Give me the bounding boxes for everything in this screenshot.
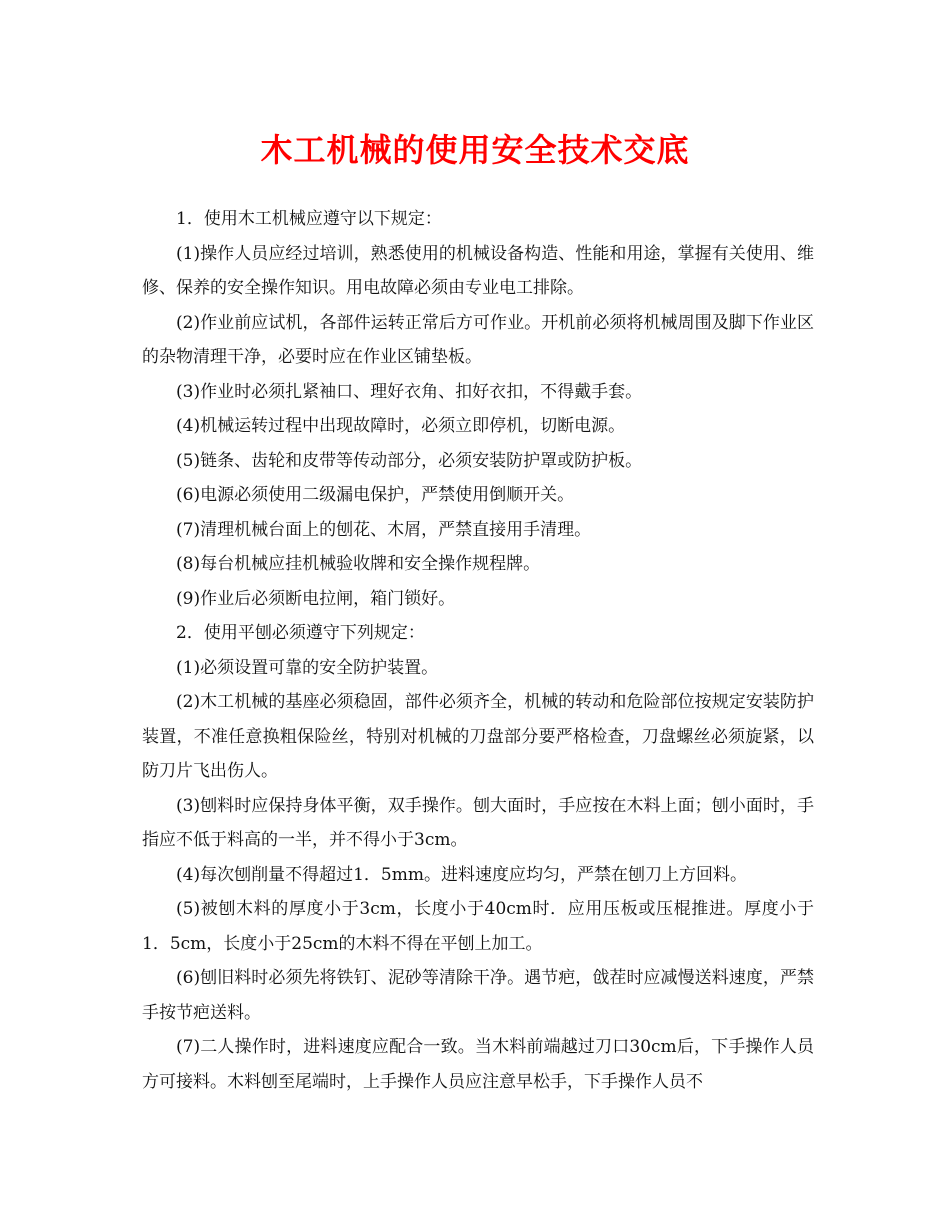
paragraph: (5)链条、齿轮和皮带等传动部分，必须安装防护罩或防护板。 — [176, 450, 643, 471]
paragraph: (2)作业前应试机，各部件运转正常后方可作业。开机前必须将机械周围及脚下作业区的杂物清理干净，必要时应在作业区铺垫板。 — [142, 312, 814, 367]
paragraph: (3)刨料时应保持身体平衡，双手操作。刨大面时，手应按在木料上面；刨小面时，手指应不低于料高的一半，并不得小于3cm。 — [142, 795, 814, 850]
document-body — [142, 202, 814, 1099]
paragraph: (9)作业后必须断电拉闸，箱门锁好。 — [176, 588, 456, 609]
paragraph: (6)刨旧料时必须先将铁钉、泥砂等清除干净。遇节疤，戗茬时应减慢送料速度，严禁手按节疤送料。 — [142, 968, 814, 1023]
document-title: 木工机械的使用安全技术交底 — [260, 131, 690, 169]
paragraph: 1．使用木工机械应遵守以下规定： — [176, 209, 442, 229]
paragraph: 2．使用平刨必须遵守下列规定： — [176, 623, 425, 643]
paragraph: (2)木工机械的基座必须稳固，部件必须齐全，机械的转动和危险部位按规定安装防护装置，不准任意换粗保险丝，特别对机械的刀盘部分要严格检查，刀盘螺丝必须旋紧，以防刀片飞出伤人。 — [142, 692, 814, 781]
paragraph: (1)必须设置可靠的安全防护装置。 — [176, 657, 439, 678]
paragraph: (7)清理机械台面上的刨花、木屑，严禁直接用手清理。 — [176, 519, 592, 540]
paragraph: (3)作业时必须扎紧袖口、理好衣角、扣好衣扣，不得戴手套。 — [176, 381, 643, 402]
paragraph: (7)二人操作时，进料速度应配合一致。当木料前端越过刀口30cm后，下手操作人员方可接料。木料刨至尾端时，上手操作人员应注意早松手，下手操作人员不 — [142, 1037, 814, 1092]
paragraph: (6)电源必须使用二级漏电保护，严禁使用倒顺开关。 — [176, 485, 575, 505]
paragraph: (1)操作人员应经过培训，熟悉使用的机械设备构造、性能和用途，掌握有关使用、维修、保养的安全操作知识。用电故障必须由专业电工排除。 — [142, 243, 814, 298]
paragraph: (4)机械运转过程中出现故障时，必须立即停机，切断电源。 — [176, 416, 626, 436]
paragraph: (5)被刨木料的厚度小于3cm，长度小于40cm时．应用压板或压棍推进。厚度小于1．5cm，长度小于25cm的木料不得在平刨上加工。 — [142, 899, 814, 954]
paragraph: (4)每次刨削量不得超过1．5mm。进料速度应均匀，严禁在刨刀上方回料。 — [176, 864, 747, 885]
paragraph: (8)每台机械应挂机械验收牌和安全操作规程牌。 — [176, 554, 541, 574]
